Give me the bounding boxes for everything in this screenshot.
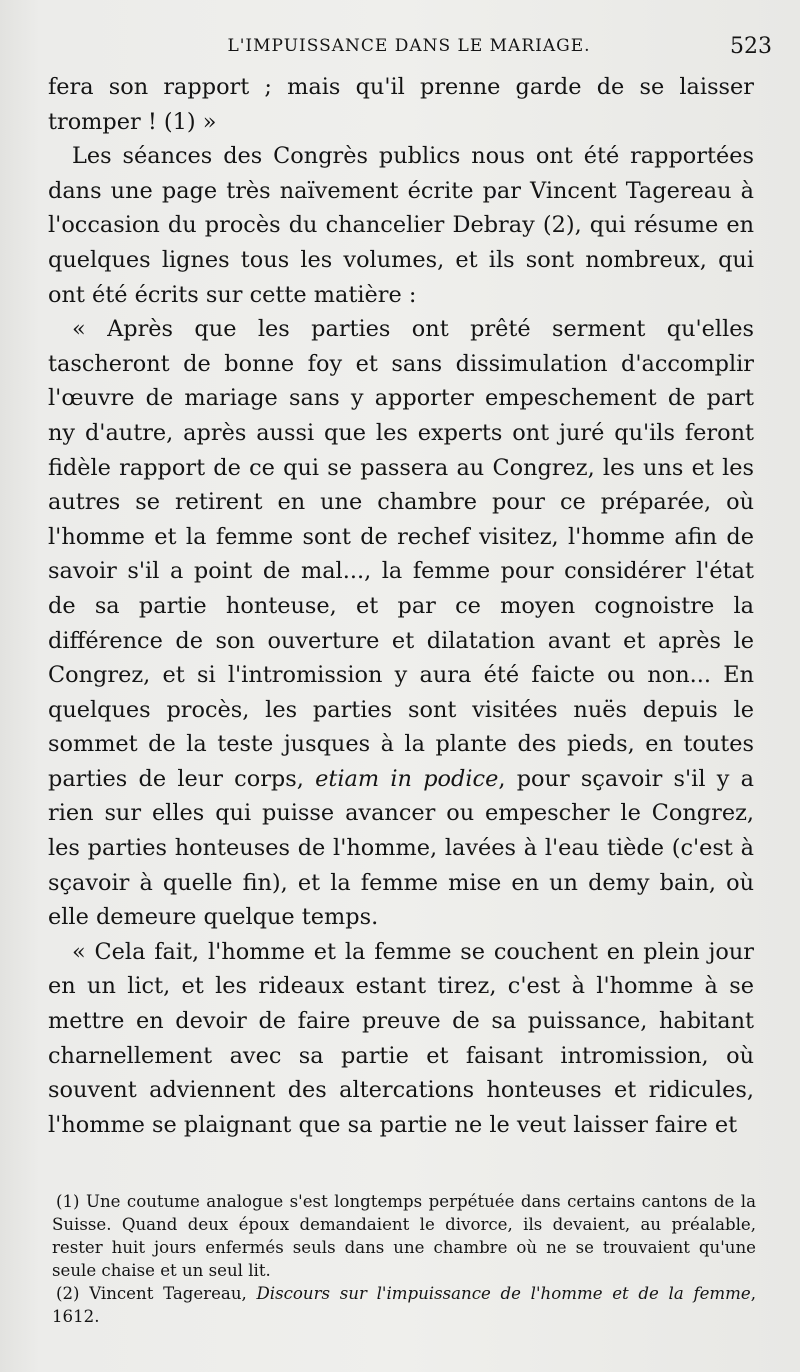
footnote-1: (1) Une coutume analogue s'est longtemps perpétuée dans certains cantons de la Suisse. Quand deux époux demandaient le divorce, ils devaient, au préalable, rester huit jours enfermés seuls dans une chambre où ne se trouvaient qu'une seule chaise et un seul lit. bbox=[52, 1192, 756, 1280]
quote-text-part-2: , pour sçavoir s'il y a rien sur elles qui puisse avancer ou empescher le Congrez, les parties honteuses de l'homme, lavées à l'eau tiède (c'est à sçavoir à quelle fin), et la femme mise en un demy bain, où elle demeure quelque temps. bbox=[48, 765, 755, 931]
latin-phrase: etiam in podice bbox=[315, 765, 499, 792]
footnote-2-year: , 1612. bbox=[52, 1284, 756, 1326]
quote-text-part-1: « Après que les parties ont prêté serment qu'elles tascheront de bonne foy et sans dissimulation d'accomplir l'œuvre de mariage sans y apporter empeschement de part ny d'autre, après aussi que les experts ont juré qu'ils feront fidèle rapport de ce qui se passera au Congrez, les uns et les autres se retirent en une chambre pour ce préparée, où l'homme et la femme sont de rechef visitez, l'homme afin de savoir s'il a point de mal..., la femme pour considérer l'état de sa partie honteuse, et par ce moyen cognoistre la différence de son ouverture et dilatation avant et après le Congrez, et si l'intromission y aura été faicte ou non... En quelques procès, les parties sont visitées nuës depuis le sommet de la teste jusques à la plante des pieds, en toutes parties de leur corps, bbox=[48, 316, 754, 792]
paragraph-quote-serment bbox=[48, 312, 754, 935]
footnotes bbox=[52, 1190, 756, 1328]
running-head: L'IMPUISSANCE DANS LE MARIAGE. bbox=[227, 36, 591, 56]
footnote-2-author: (2) Vincent Tagereau, bbox=[56, 1284, 247, 1303]
footnote-2 bbox=[52, 1282, 756, 1328]
paragraph-quote-lict: « Cela fait, l'homme et la femme se couchent en plein jour en un lict, et les rideaux estant tirez, c'est à l'homme à se mettre en devoir de faire preuve de sa puissance, habitant charnellement avec sa partie et faisant intromission, où souvent adviennent des altercations honteuses et ridicules, l'homme se plaignant que sa partie ne le veut laisser faire et bbox=[48, 938, 754, 1138]
page-header bbox=[46, 30, 772, 66]
page-number: 523 bbox=[730, 34, 772, 59]
paragraph-continuation: fera son rapport ; mais qu'il prenne garde de se laisser tromper ! (1) » bbox=[48, 74, 754, 135]
body-text bbox=[48, 70, 754, 1142]
paragraph-congres: Les séances des Congrès publics nous ont été rapportées dans une page très naïvement écrite par Vincent Tagereau à l'occasion du procès du chancelier Debray (2), qui résume en quelques lignes tous les volumes, et ils sont nombreux, qui ont été écrits sur cette matière : bbox=[48, 143, 754, 308]
footnote-2-title: Discours sur l'impuissance de l'homme et de la femme bbox=[256, 1284, 751, 1303]
